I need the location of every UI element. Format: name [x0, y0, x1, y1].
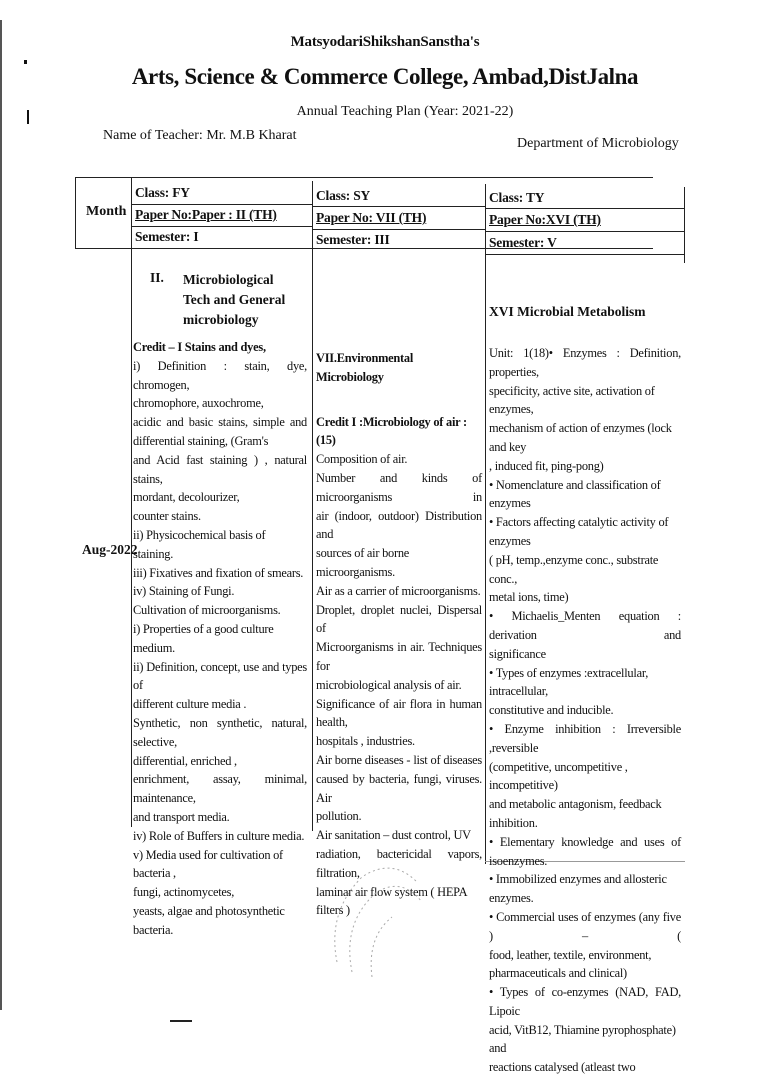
ty-syllabus-line: reactions catalysed (atleast two [489, 1060, 636, 1075]
sy-syllabus-line: air (indoor, outdoor) Distribution and [316, 508, 482, 542]
ty-syllabus-line: mechanism of action of enzymes (lock and key [489, 421, 672, 454]
sy-syllabus-line: hospitals , industries. [316, 734, 415, 749]
fy-syllabus-line: Synthetic, non synthetic, natural, selective, [133, 715, 307, 749]
ty-syllabus-line: significance [489, 646, 546, 661]
sy-syllabus-line: sources of air borne microorganisms. [316, 546, 410, 579]
month-value: Aug-2022 [82, 542, 138, 557]
sy-syllabus-line: VII.Environmental Microbiology [316, 351, 414, 384]
fy-syllabus-line: mordant, decolourizer, [133, 490, 240, 505]
sy-syllabus-line: Air sanitation – dust control, UV [316, 828, 471, 843]
teacher-name: Name of Teacher: Mr. M.B Kharat [103, 128, 297, 143]
ty-syllabus-line: • Factors affecting catalytic activity of enzymes [489, 515, 669, 548]
ty-syllabus-line: • Michaelis_Menten equation : derivation and [489, 609, 681, 642]
ty-unit-title: XVI Microbial Metabolism [489, 304, 646, 319]
fy-unit-number: II. [150, 270, 164, 285]
fy-syllabus-line: Cultivation of microorganisms. [133, 603, 281, 618]
fy-syllabus-line: enrichment, assay, minimal, maintenance, [133, 772, 307, 806]
sy-syllabus-line: Significance of air flora in human health, [316, 696, 482, 730]
ty-syllabus [489, 344, 681, 1077]
sy-syllabus-line: Microorganisms in air. Techniques for [316, 640, 482, 673]
fy-syllabus-line: counter stains. [133, 509, 201, 524]
ty-syllabus-line: and metabolic antagonism, feedback inhibition. [489, 797, 662, 830]
ty-syllabus-line: isoenzymes. [489, 853, 548, 868]
fy-class: Class: FY [135, 185, 190, 200]
fy-syllabus-line: and Acid fast staining ) , natural stains, [133, 452, 307, 486]
ty-syllabus-line: , induced fit, ping-pong) [489, 458, 604, 473]
college-name: Arts, Science & Commerce College, Ambad,DistJalna [131, 64, 639, 89]
ty-syllabus-line: constitutive and inducible. [489, 703, 614, 718]
sy-syllabus-line: Air as a carrier of microorganisms. [316, 583, 481, 598]
fy-syllabus-line: yeasts, algae and photosynthetic bacteria. [133, 903, 285, 937]
fy-syllabus-line: different culture media . [133, 697, 247, 712]
fy-unit-title: Microbiological Tech and General microbiology [183, 272, 286, 327]
fy-syllabus-line: i) Properties of a good culture medium. [133, 621, 274, 655]
sy-class: Class: SY [316, 188, 371, 203]
sy-syllabus-line: radiation, bactericidal vapors, filtration, [316, 846, 482, 880]
ty-syllabus-line: • Types of enzymes :extracellular, intracellular, [489, 665, 649, 699]
scan-mark [24, 60, 27, 64]
plan-title: Annual Teaching Plan (Year: 2021-22) [296, 104, 514, 119]
fy-syllabus-line: Credit – I Stains and dyes, [133, 340, 266, 354]
fy-syllabus-line: iv) Staining of Fungi. [133, 584, 235, 599]
scan-mark [0, 20, 2, 1010]
sy-syllabus-line: microbiological analysis of air. [316, 677, 462, 692]
footer-mark [170, 1020, 192, 1022]
fy-syllabus-line: i) Definition : stain, dye, chromogen, [133, 358, 307, 392]
sy-syllabus-line: pollution. [316, 809, 362, 824]
sy-paper: Paper No: VII (TH) [316, 210, 427, 225]
ty-syllabus-line: • Enzyme inhibition : Irreversible ,reversible [489, 721, 681, 755]
ty-semester: Semester: V [489, 235, 557, 250]
ty-class: Class: TY [489, 190, 545, 205]
fy-syllabus-line: ii) Definition, concept, use and types of [133, 659, 307, 693]
ty-syllabus-line: • Elementary knowledge and uses of [489, 834, 681, 849]
ty-syllabus-line: specificity, active site, activation of enzymes, [489, 383, 655, 417]
ty-syllabus-line: food, leather, textile, environment, [489, 947, 652, 962]
sy-syllabus-line: Number and kinds of microorganisms in [316, 470, 482, 504]
sy-syllabus-line: Air borne diseases - list of diseases [316, 752, 482, 767]
fy-syllabus [133, 338, 307, 940]
ty-syllabus-line: metal ions, time) [489, 590, 569, 605]
fy-syllabus-line: differential, enriched , [133, 753, 237, 768]
sy-syllabus-line: laminar air flow system ( HEPA filters ) [316, 884, 467, 918]
sy-syllabus-line: Credit I :Microbiology of air : (15) [316, 414, 467, 448]
fy-syllabus-line: iv) Role of Buffers in culture media. [133, 828, 305, 843]
scan-mark [27, 110, 29, 124]
sy-semester: Semester: III [316, 232, 390, 247]
ty-syllabus-line: acid, VitB12, Thiamine pyrophosphate) and [489, 1022, 676, 1056]
ty-syllabus-line: Unit: 1(18)• Enzymes : Definition, properties, [489, 346, 681, 379]
fy-syllabus-line: ii) Physicochemical basis of staining. [133, 527, 266, 561]
sanstha-name: MatsyodariShikshanSanstha's [290, 34, 480, 50]
ty-syllabus-line: • Commercial uses of enzymes (any five ) – ( [489, 909, 681, 943]
sy-syllabus-line: Droplet, droplet nuclei, Dispersal of [316, 602, 482, 636]
fy-syllabus-line: chromophore, auxochrome, [133, 396, 264, 411]
fy-semester: Semester: I [135, 229, 199, 244]
ty-syllabus-line: pharmaceuticals and clinical) [489, 966, 627, 981]
sy-syllabus-line: caused by bacteria, fungi, viruses. Air [316, 771, 482, 805]
ty-syllabus-line: ( pH, temp.,enzyme conc., substrate conc., [489, 552, 659, 586]
sy-syllabus [316, 349, 482, 920]
fy-syllabus-line: v) Media used for cultivation of bacteria , [133, 847, 283, 881]
fy-syllabus-line: fungi, actinomycetes, [133, 885, 235, 900]
department-name: Department of Microbiology [517, 136, 679, 151]
ty-syllabus-line: • Immobilized enzymes and allosteric enzymes. [489, 872, 667, 906]
ty-paper: Paper No:XVI (TH) [489, 212, 601, 227]
fy-syllabus-line: acidic and basic stains, simple and [133, 415, 307, 430]
faint-seal [322, 852, 432, 982]
fy-syllabus-line: iii) Fixatives and fixation of smears. [133, 565, 304, 580]
ty-syllabus-line: • Nomenclature and classification of enzymes [489, 477, 661, 511]
month-header: Month [86, 204, 127, 219]
fy-syllabus-line: and transport media. [133, 809, 230, 824]
sy-syllabus-line: Composition of air. [316, 452, 408, 467]
ty-syllabus-line: • Types of co-enzymes (NAD, FAD, Lipoic [489, 985, 681, 1018]
ty-syllabus-line: (competitive, uncompetitive , incompetitive) [489, 759, 628, 793]
fy-syllabus-line: differential staining, (Gram's [133, 433, 269, 448]
fy-paper: Paper No:Paper : II (TH) [135, 207, 277, 222]
